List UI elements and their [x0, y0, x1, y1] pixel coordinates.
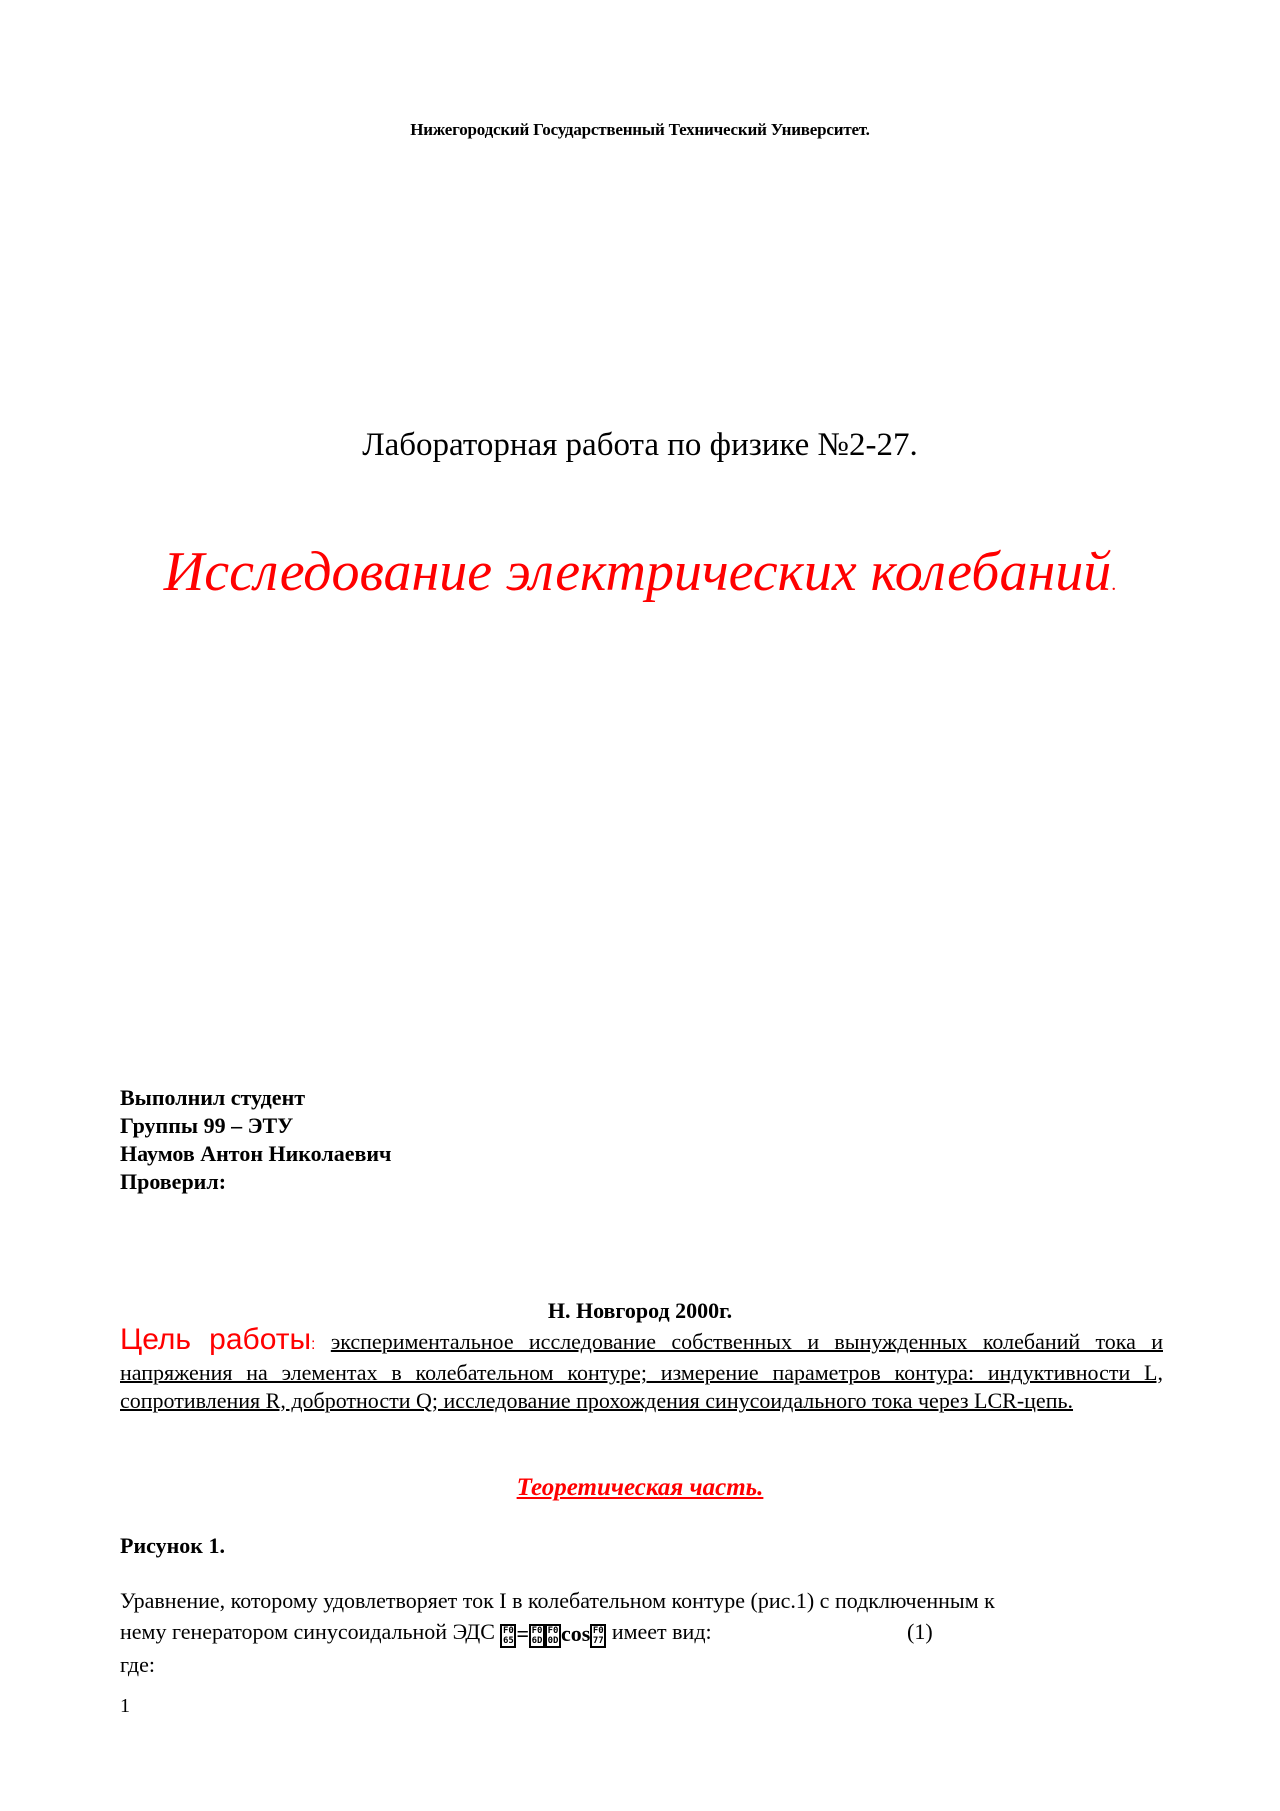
paragraph-line-2: [120, 1616, 1163, 1649]
author-line-name: Наумов Антон Николаевич: [120, 1141, 392, 1166]
author-line-group: Группы 99 – ЭТУ: [120, 1113, 294, 1138]
equation-paragraph: [120, 1585, 1163, 1680]
figure-label: Рисунок 1.: [120, 1533, 225, 1558]
goal-paragraph: [120, 1323, 1163, 1415]
formula-cos: cos: [560, 1621, 591, 1647]
paragraph-line-2-start: нему генератором синусоидальной ЭДС: [120, 1619, 495, 1644]
city-year: Н. Новгород 2000г.: [547, 1298, 733, 1323]
equation-number: (1): [907, 1619, 933, 1644]
author-line-checked: Проверил:: [120, 1169, 227, 1194]
missing-glyph-icon: F0 77: [590, 1624, 606, 1648]
theory-heading: Теоретическая часть.: [516, 1474, 764, 1501]
author-block: [120, 1084, 391, 1196]
main-title-text: Исследование электрических колебаний: [163, 541, 1112, 603]
goal-label: Цель работы: [120, 1323, 312, 1356]
missing-glyph-icon: F0 0D: [545, 1624, 561, 1648]
goal-colon: :: [311, 1336, 316, 1353]
missing-glyph-icon: F0 65: [500, 1624, 516, 1648]
paragraph-line-3: где:: [120, 1652, 155, 1678]
university-header: Нижегородский Государственный Технический Университет.: [410, 120, 870, 139]
emf-formula: [500, 1618, 606, 1649]
main-title: [0, 540, 1280, 604]
paragraph-line-1: Уравнение, которому удовлетворяет ток I в колебательном контуре (рис.1) с подключенным к: [120, 1588, 995, 1613]
formula-equals: =: [516, 1621, 529, 1647]
lab-title: Лабораторная работа по физике №2-27.: [362, 427, 918, 463]
page-number: 1: [120, 1695, 130, 1717]
paragraph-line-2-end: имеет вид:: [611, 1619, 712, 1644]
missing-glyph-icon: F0 6D: [529, 1624, 545, 1648]
main-title-dot: .: [1111, 573, 1117, 595]
author-line-performed: Выполнил студент: [120, 1085, 306, 1110]
goal-text: экспериментальное исследование собственных и вынужденных колебаний тока и напряжения на элементах в колебательном контуре; измерение параметров контура: индуктивности L, сопротивления R, добротности Q; исследование прохождения синусоидального тока через LCR-цепь.: [120, 1329, 1163, 1413]
